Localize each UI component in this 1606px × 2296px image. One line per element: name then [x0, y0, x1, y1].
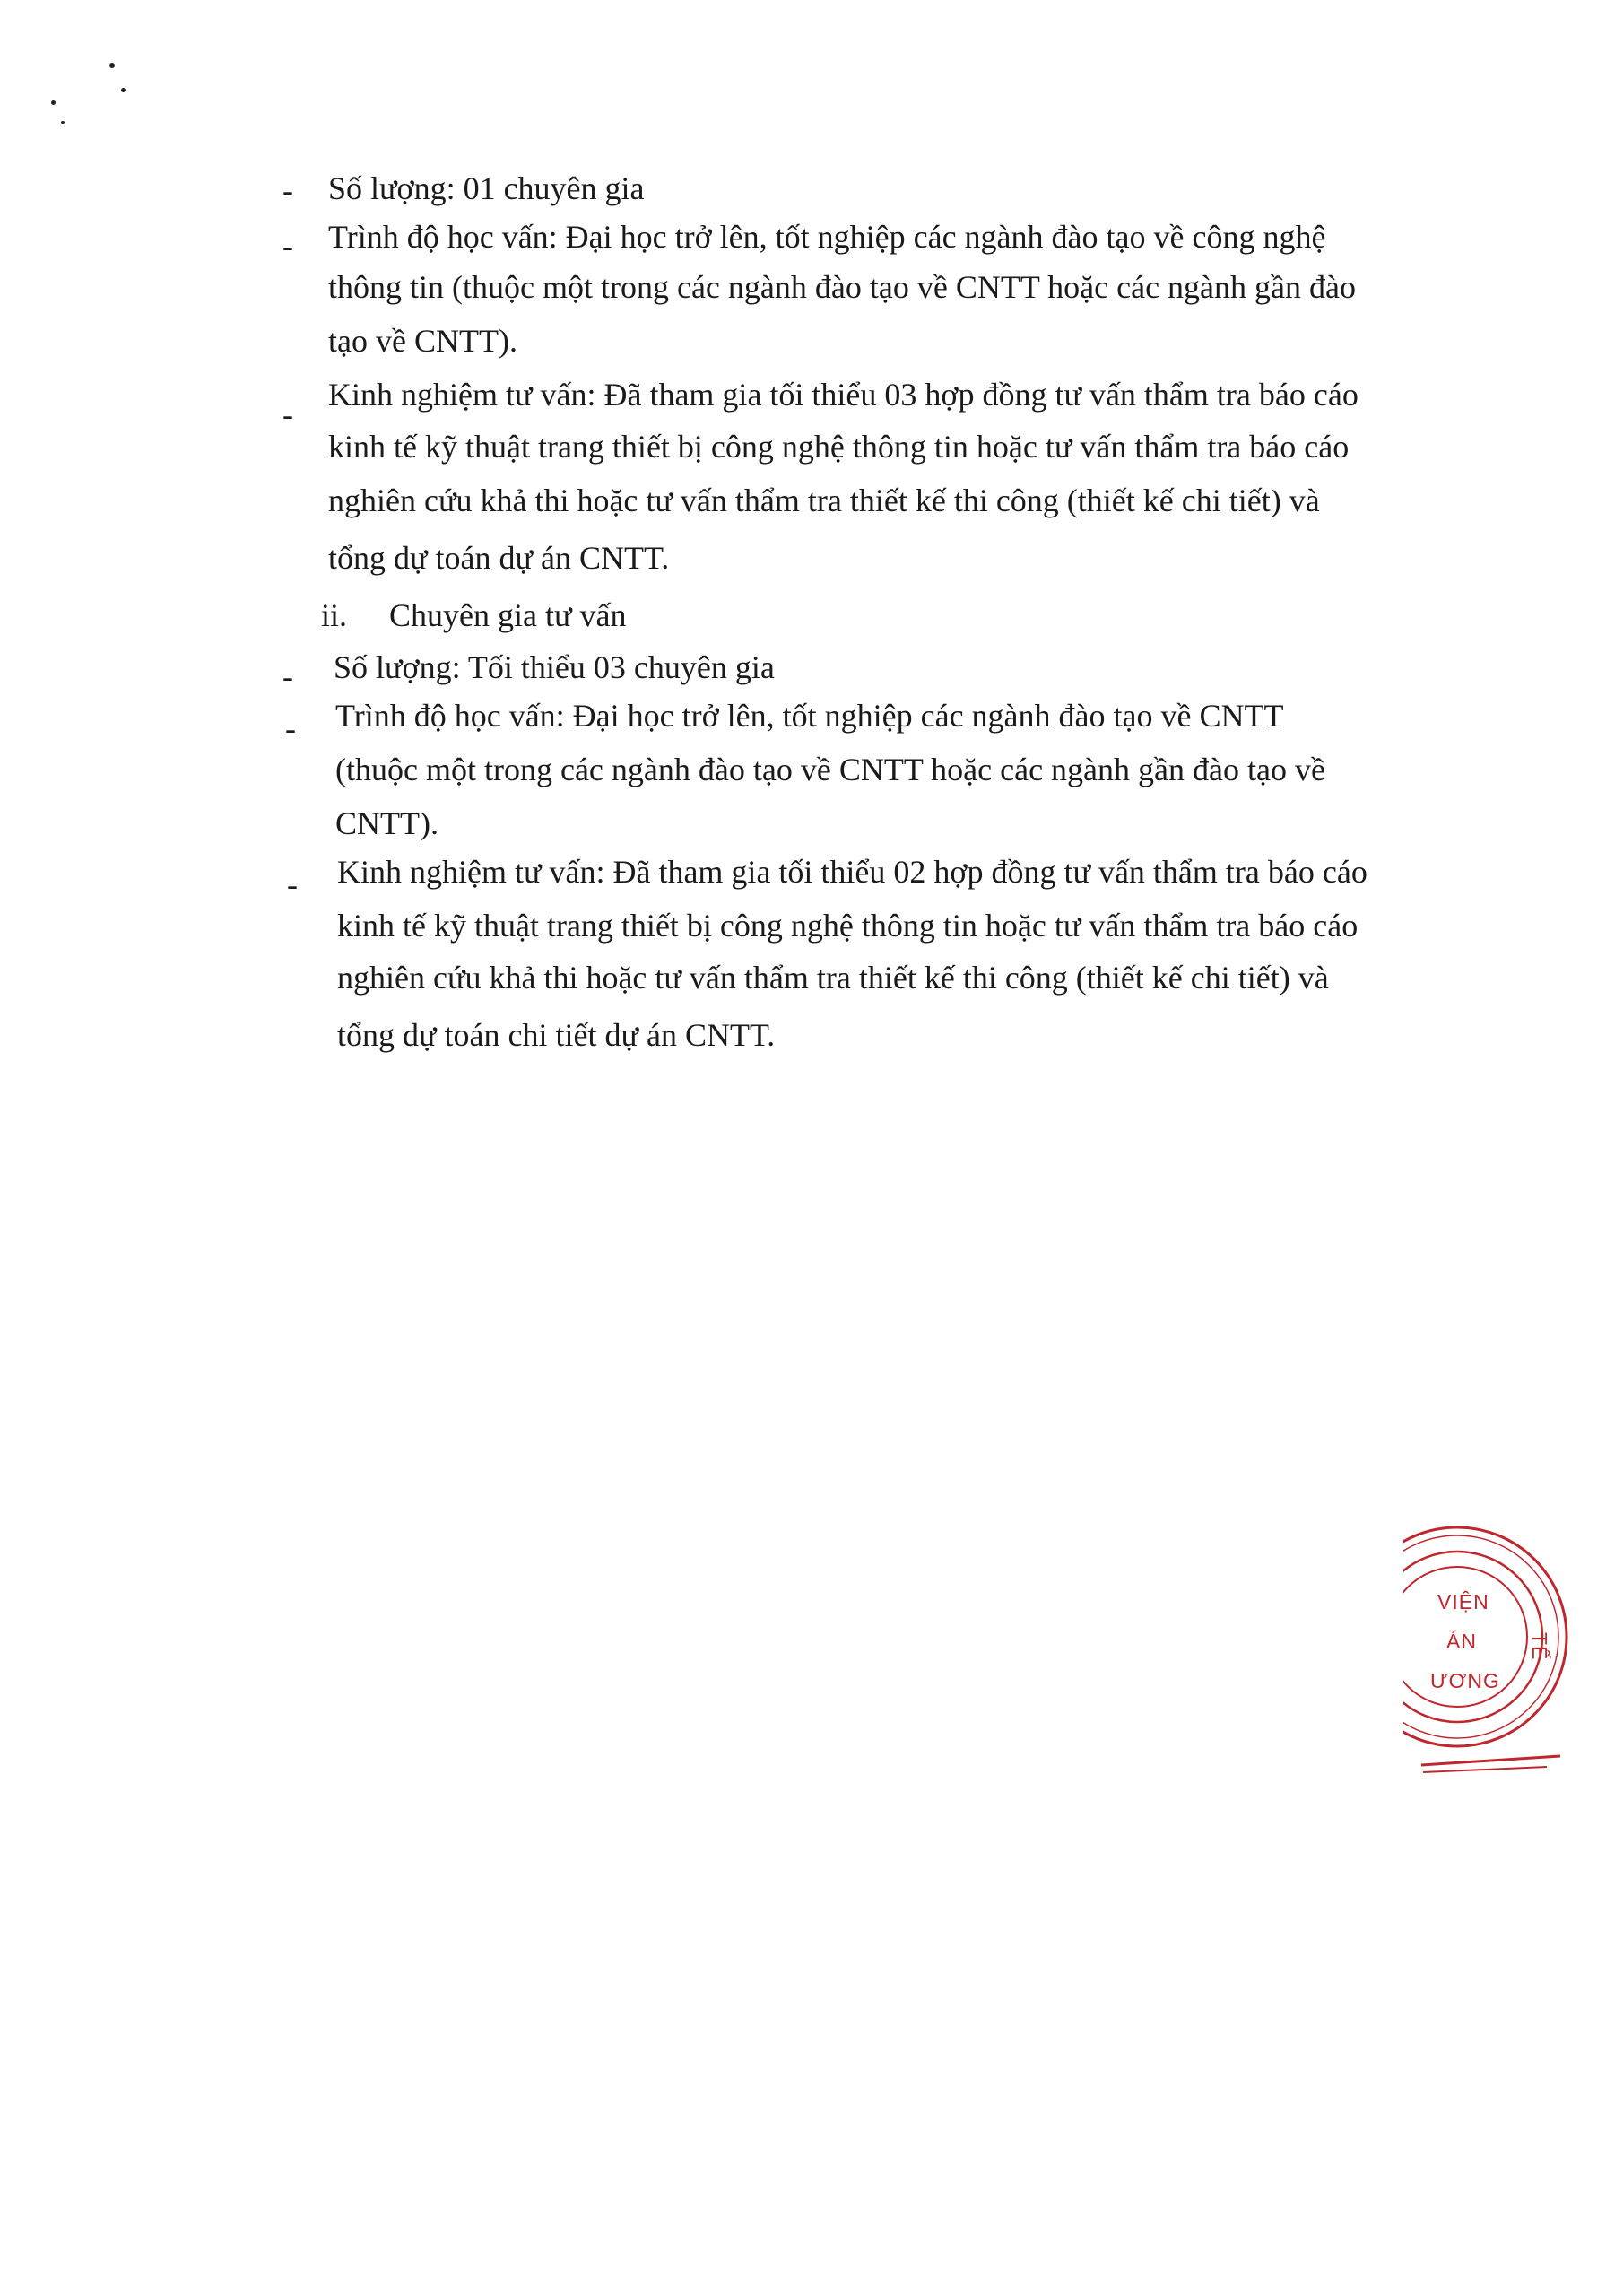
text-line: Số lượng: 01 chuyên gia [328, 170, 645, 206]
scan-speck [51, 100, 56, 105]
text-line: tạo về CNTT). [328, 323, 517, 359]
bullet-dash: - [285, 710, 296, 746]
scan-speck [109, 63, 115, 68]
section-heading: Chuyên gia tư vấn [389, 597, 627, 633]
official-stamp [1403, 1498, 1574, 1785]
text-line: nghiên cứu khả thi hoặc tư vấn thẩm tra thiết kế thi công (thiết kế chi tiết) và [328, 483, 1320, 518]
bullet-dash: - [287, 866, 298, 902]
scan-speck [61, 121, 65, 124]
stamp-seal-icon [1403, 1498, 1574, 1785]
text-line: tổng dự toán dự án CNTT. [328, 540, 670, 576]
text-line: thông tin (thuộc một trong các ngành đào tạo về CNTT hoặc các ngành gần đào [328, 269, 1356, 305]
text-line: nghiên cứu khả thi hoặc tư vấn thẩm tra thiết kế thi công (thiết kế chi tiết) và [337, 960, 1329, 996]
text-line: Trình độ học vấn: Đại học trở lên, tốt nghiệp các ngành đào tạo về công nghệ [328, 219, 1326, 255]
text-line: Trình độ học vấn: Đại học trở lên, tốt nghiệp các ngành đào tạo về CNTT [335, 698, 1284, 734]
text-line: Kinh nghiệm tư vấn: Đã tham gia tối thiểu 02 hợp đồng tư vấn thẩm tra báo cáo [337, 854, 1367, 890]
scan-speck [121, 88, 126, 92]
section-numeral: ii. [321, 597, 348, 633]
text-line: Kinh nghiệm tư vấn: Đã tham gia tối thiểu 03 hợp đồng tư vấn thẩm tra báo cáo [328, 377, 1359, 413]
text-line: kinh tế kỹ thuật trang thiết bị công nghệ thông tin hoặc tư vấn thẩm tra báo cáo [328, 429, 1350, 465]
bullet-dash: - [282, 172, 293, 208]
bullet-dash: - [282, 658, 293, 694]
text-line: Số lượng: Tối thiểu 03 chuyên gia [334, 649, 775, 685]
stamp-text-line: ƯƠNG [1430, 1669, 1500, 1692]
text-line: CNTT). [335, 805, 438, 841]
bullet-dash: - [282, 228, 293, 264]
bullet-dash: - [282, 396, 293, 432]
stamp-text-line: ÁN [1446, 1630, 1477, 1653]
text-line: tổng dự toán chi tiết dự án CNTT. [337, 1017, 776, 1053]
text-line: kinh tế kỹ thuật trang thiết bị công nghệ thông tin hoặc tư vấn thẩm tra báo cáo [337, 908, 1359, 944]
text-line: (thuộc một trong các ngành đào tạo về CNTT hoặc các ngành gần đào tạo về [335, 752, 1325, 787]
stamp-text-line: VIỆN [1437, 1590, 1489, 1613]
stamp-side-text: TẾ [1528, 1632, 1551, 1661]
